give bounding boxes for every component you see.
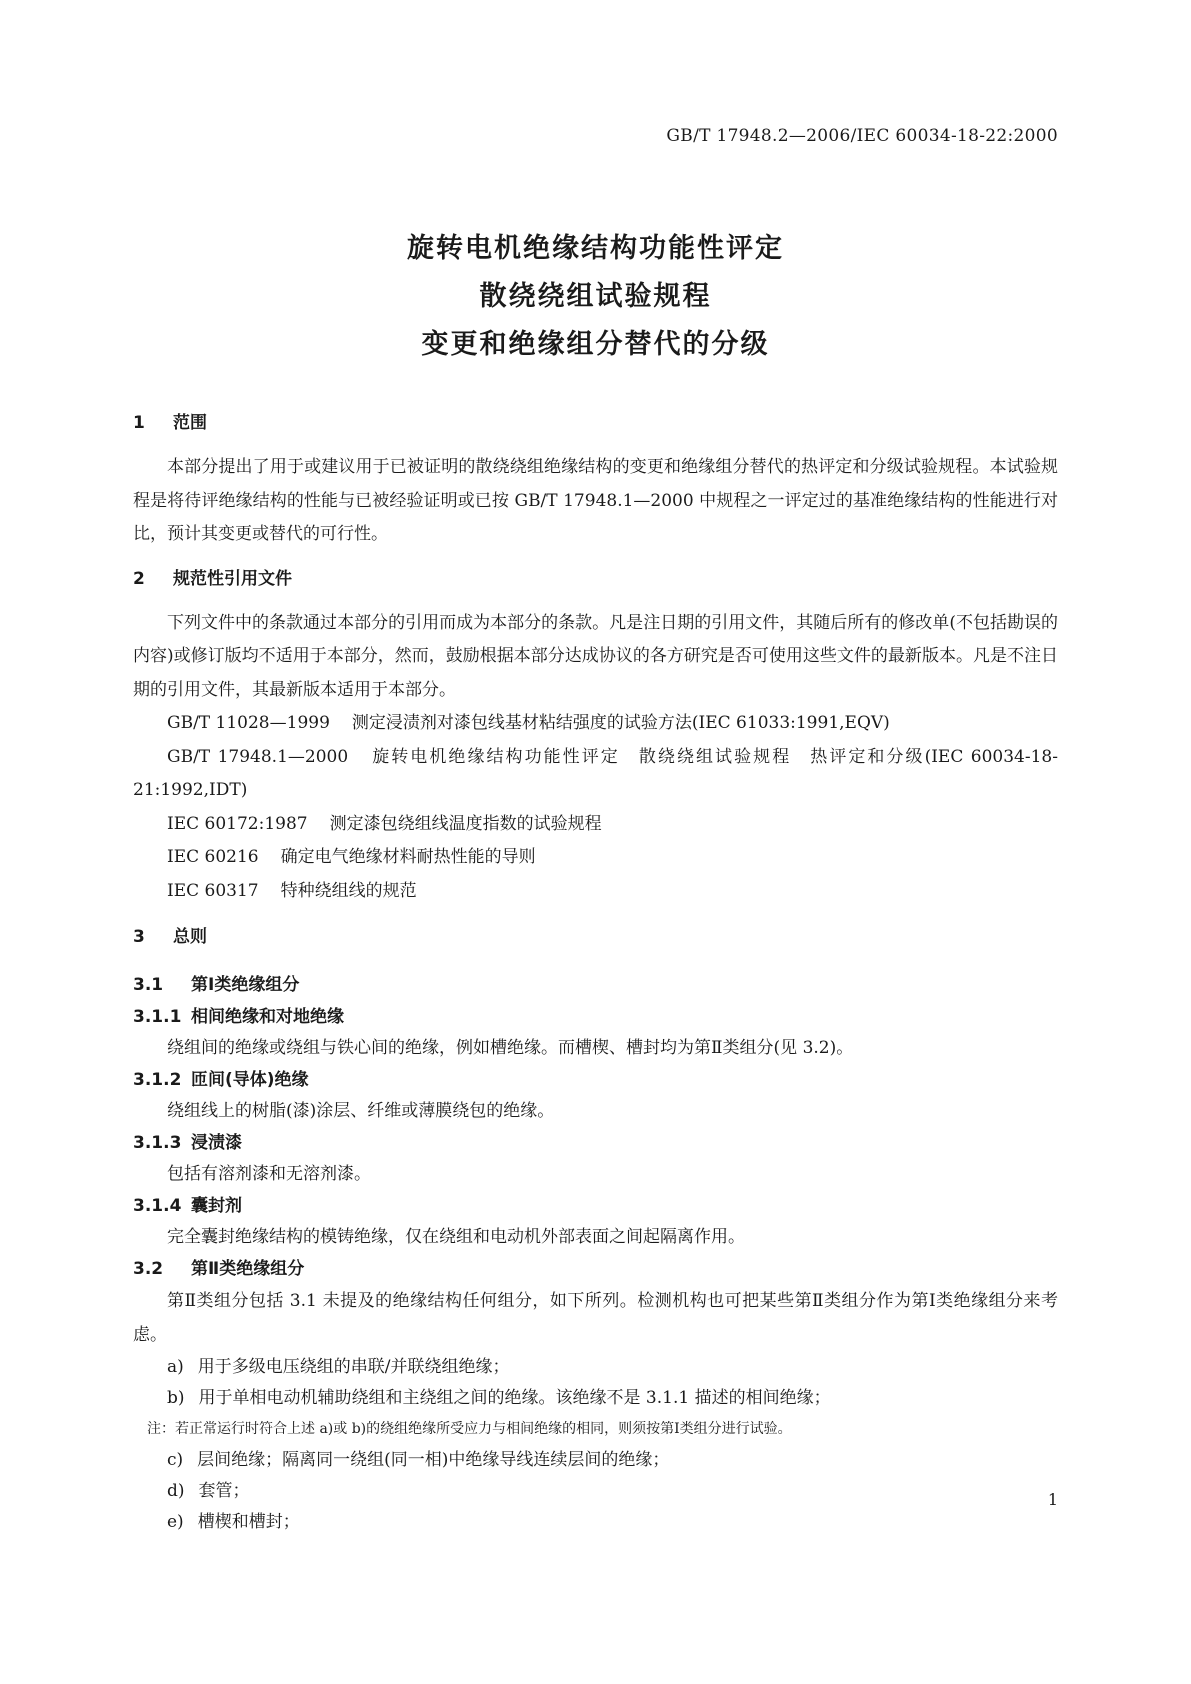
section-number: 1 [133,413,145,433]
section-number: 2 [133,568,145,589]
section-3-heading [133,924,1058,951]
subsection-3-2-heading [133,1253,1058,1285]
reference-title: 旋转电机绝缘结构功能性评定 散绕绕组试验规程 热评定和分级(IEC 60034-18-21:1992,IDT) [133,746,1058,800]
reference-title: 确定电气绝缘材料耐热性能的导则 [280,847,536,867]
document-body [133,410,1058,1538]
list-item-label: a) [167,1357,184,1377]
subsection-title: 匝间(导体)绝缘 [191,1070,309,1090]
subsection-3-1-3-heading [133,1127,1058,1159]
reference-code: IEC 60216 [167,847,259,867]
subsection-title: 相间绝缘和对地绝缘 [191,1007,344,1027]
reference-code: IEC 60172:1987 [167,813,308,834]
subsection-text: 绕组间的绝缘或绕组与铁心间的绝缘，例如槽绝缘。而槽楔、槽封均为第Ⅱ类组分(见 3.2)。 [167,1038,854,1058]
note: 注：若正常运行时符合上述 a)或 b)的绕组绝缘所受应力与相间绝缘的相同，则须按第Ⅰ类组分进行试验。 [147,1421,792,1437]
scope-paragraph: 本部分提出了用于或建议用于已被证明的散绕绕组绝缘结构的变更和绝缘组分替代的热评定和分级试验规程。本试验规程是将待评绝缘结构的性能与已被经验证明或已按 GB/T 17948.1—2000 中规程之一评定过的基准绝缘结构的性能进行对比，预计其变更或替代的可行性。 [133,457,1058,544]
standard-identifier: GB/T 17948.2—2006/IEC 60034-18-22:2000 [666,126,1058,146]
page-number: 1 [1047,1490,1058,1509]
subsection-title: 第Ⅱ类绝缘组分 [191,1259,305,1279]
list-item-text: 层间绝缘；隔离同一绕组(同一相)中绝缘导线连续层间的绝缘； [197,1450,670,1470]
title-line-3: 变更和绝缘组分替代的分级 [421,329,770,360]
reference-code: GB/T 11028—1999 [167,713,330,733]
list-item-label: c) [167,1450,184,1470]
section-1-heading [133,410,1058,437]
subsection-3-1-heading [133,969,1058,1001]
references-paragraph: 下列文件中的条款通过本部分的引用而成为本部分的条款。凡是注日期的引用文件，其随后所有的修改单(不包括勘误的内容)或修订版均不适用于本部分，然而，鼓励根据本部分达成协议的各方研究是否可使用这些文件的最新版本。凡是不注日期的引用文件，其最新版本适用于本部分。 [133,612,1058,700]
reference-title: 测定漆包绕组线温度指数的试验规程 [329,813,602,834]
list-item-label: e) [167,1512,184,1532]
subsection-title: 浸渍漆 [191,1133,242,1153]
section-2-heading [133,566,1058,593]
list-item-text: 槽楔和槽封； [197,1512,300,1532]
section-title: 范围 [173,413,207,433]
list-item [133,1445,1058,1476]
subsection-3-1-1-heading [133,1001,1058,1033]
subsection-number: 3.1.3 [133,1133,182,1153]
title-line-2: 散绕绕组试验规程 [479,281,712,312]
reference-item [133,707,1058,741]
list-item [133,1507,1058,1538]
list-item-label: d) [167,1481,185,1501]
document-title [0,225,1191,369]
list-item-text: 用于单相电动机辅助绕组和主绕组之间的绝缘。该绝缘不是 3.1.1 描述的相间绝缘； [198,1388,831,1408]
list-item [133,1352,1058,1383]
subsection-text: 绕组线上的树脂(漆)涂层、纤维或薄膜绕包的绝缘。 [167,1101,555,1121]
reference-title: 测定浸渍剂对漆包线基材粘结强度的试验方法(IEC 61033:1991,EQV) [351,713,890,733]
reference-item [133,841,1058,875]
reference-item [133,741,1058,808]
class-ii-paragraph: 第Ⅱ类组分包括 3.1 未提及的绝缘结构任何组分，如下所列。检测机构也可把某些第Ⅱ类组分作为第Ⅰ类绝缘组分来考虑。 [133,1291,1058,1345]
section-title: 总则 [173,927,207,947]
subsection-title: 囊封剂 [191,1196,242,1216]
section-title: 规范性引用文件 [173,568,292,589]
subsection-number: 3.1 [133,975,164,995]
subsection-number: 3.1.1 [133,1007,182,1027]
subsection-3-1-2-heading [133,1064,1058,1096]
reference-code: IEC 60317 [167,880,259,901]
title-line-1: 旋转电机绝缘结构功能性评定 [407,233,784,264]
list-item [133,1476,1058,1507]
reference-title: 特种绕组线的规范 [280,880,417,901]
reference-item [133,808,1058,842]
list-item-text: 套管； [198,1481,250,1501]
subsection-number: 3.1.2 [133,1070,182,1090]
subsection-number: 3.2 [133,1259,164,1279]
reference-item [133,875,1058,909]
list-item-label: b) [167,1388,185,1408]
subsection-text: 包括有溶剂漆和无溶剂漆。 [167,1164,371,1184]
subsection-text: 完全囊封绝缘结构的模铸绝缘，仅在绕组和电动机外部表面之间起隔离作用。 [167,1227,745,1247]
subsection-number: 3.1.4 [133,1196,182,1216]
subsection-title: 第Ⅰ类绝缘组分 [191,975,300,995]
section-number: 3 [133,927,145,947]
list-item-text: 用于多级电压绕组的串联/并联绕组绝缘； [197,1357,510,1377]
list-item [133,1383,1058,1414]
subsection-3-1-4-heading [133,1190,1058,1222]
reference-code: GB/T 17948.1—2000 [167,746,349,767]
